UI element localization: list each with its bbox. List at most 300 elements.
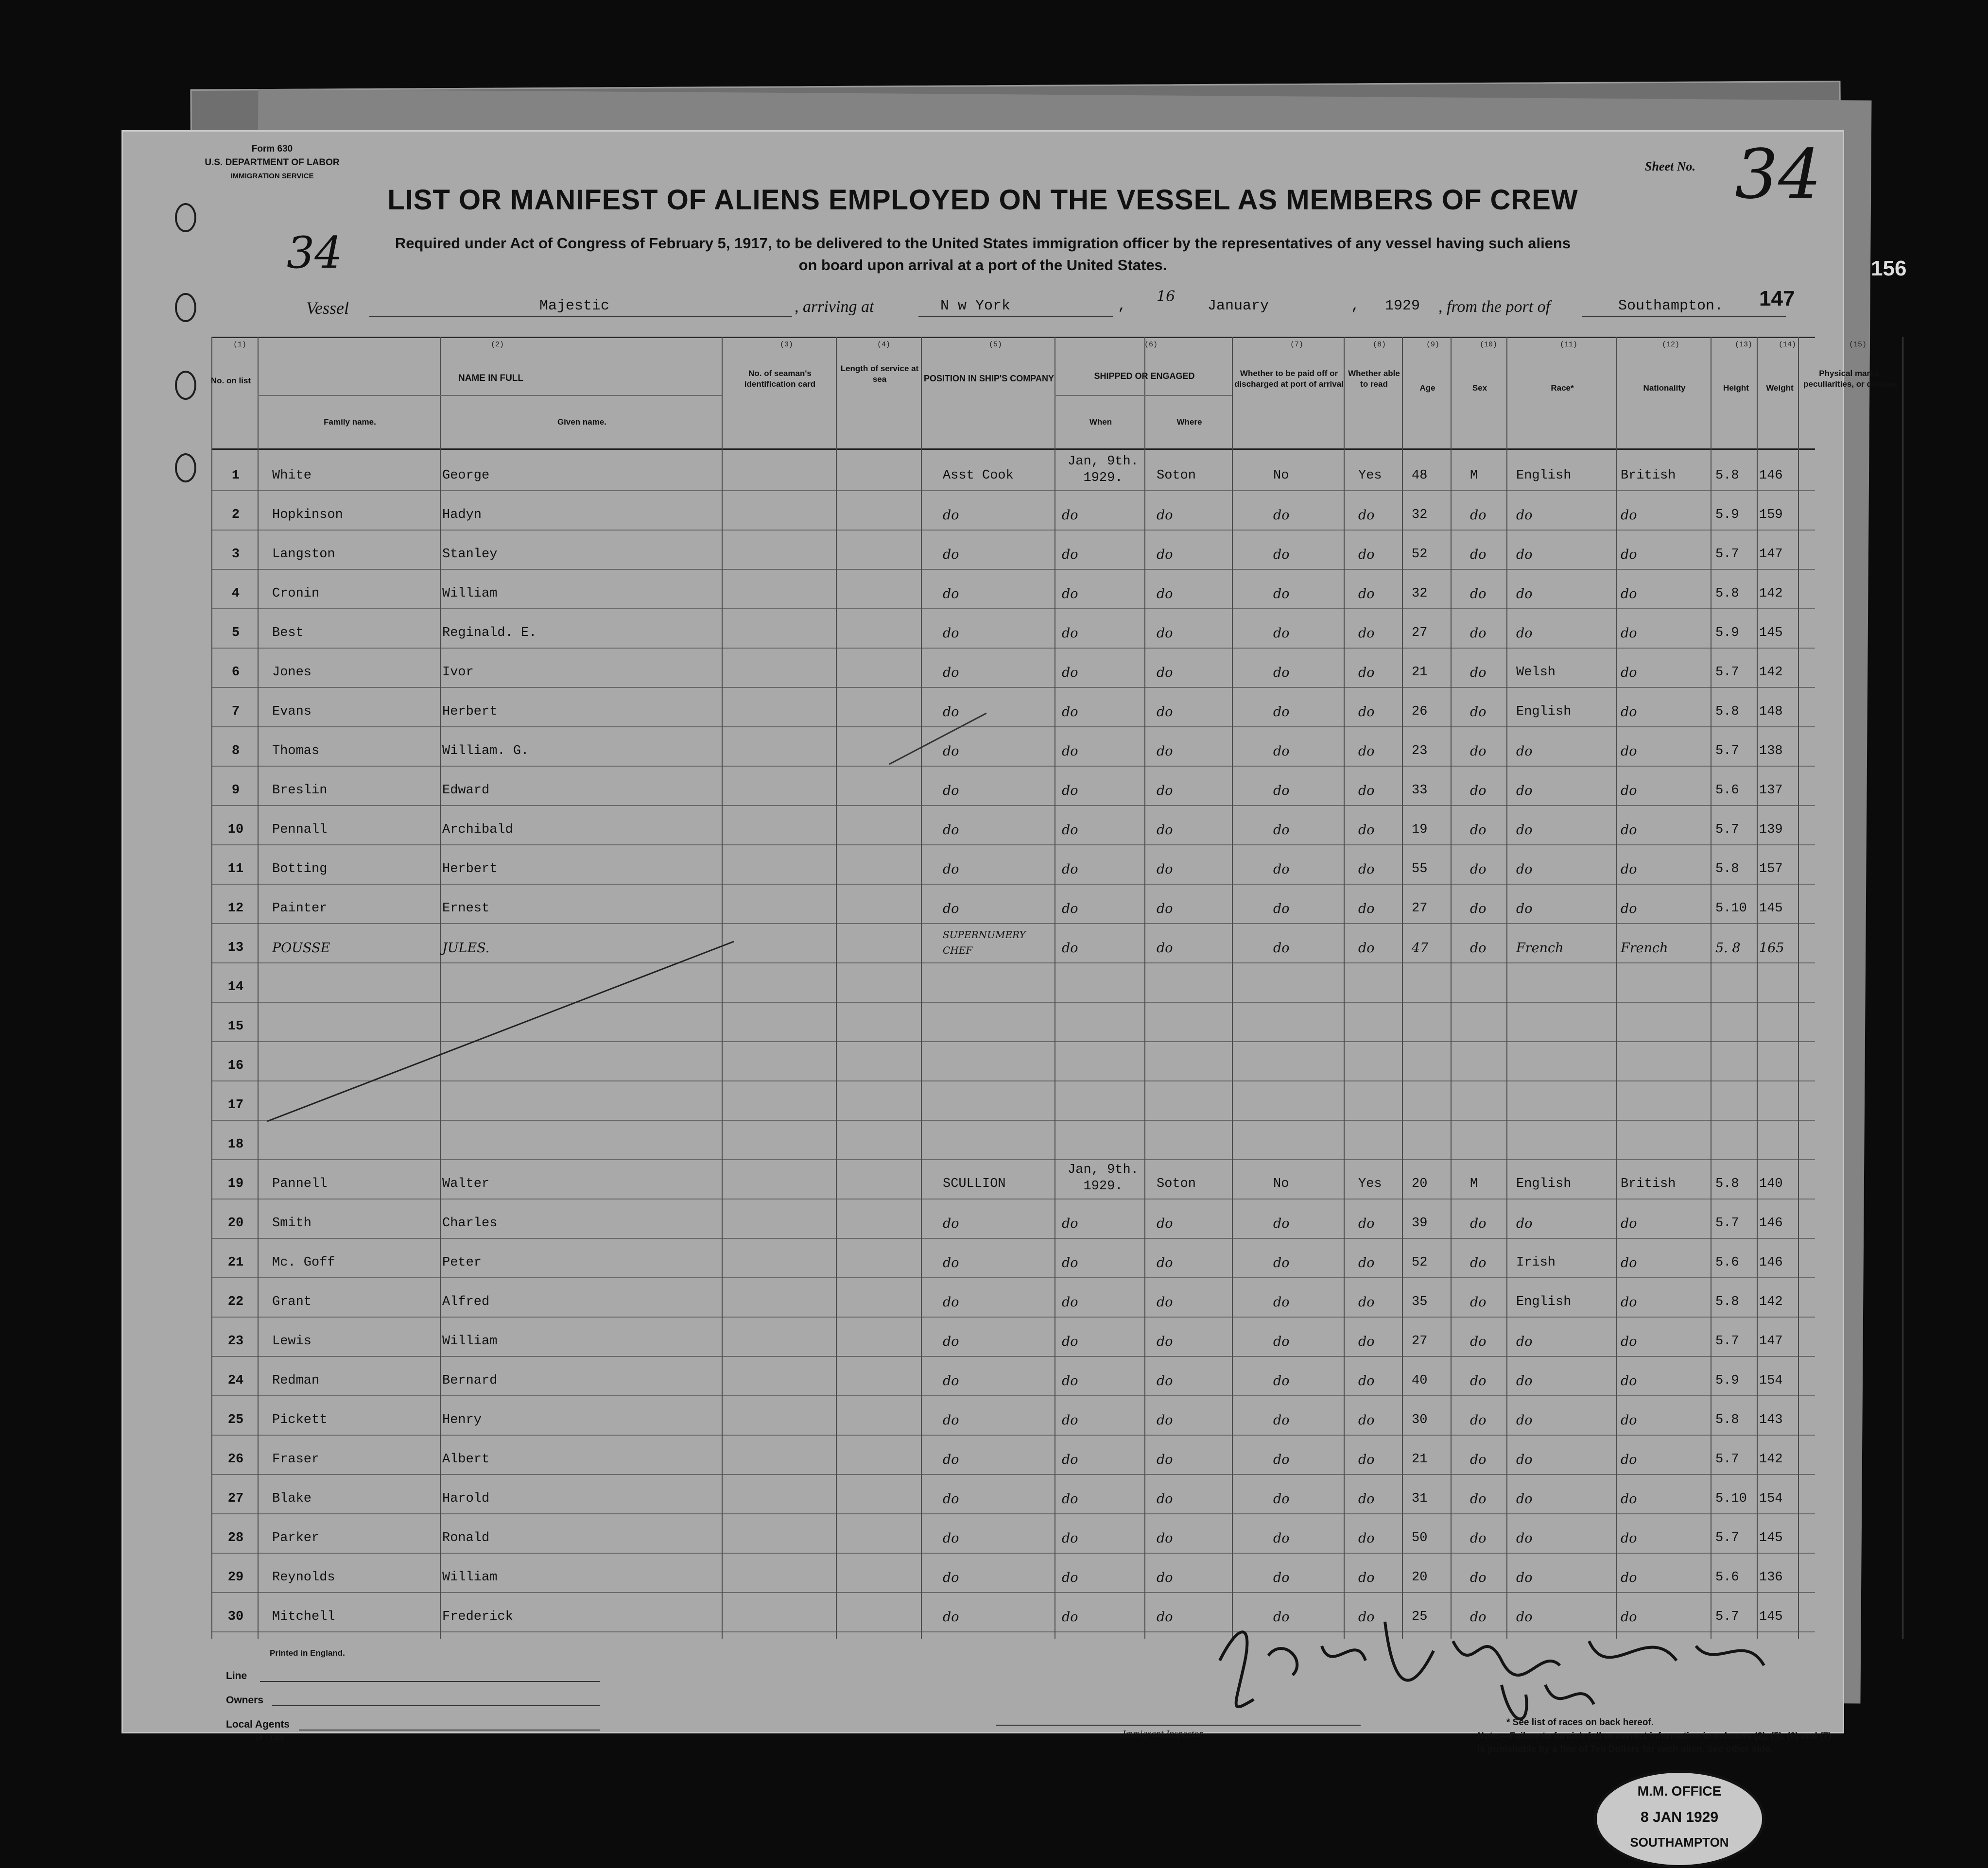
- header-given-name: Given name.: [557, 417, 607, 427]
- height: 5. 8: [1715, 941, 1741, 956]
- paid-off: do: [1273, 508, 1290, 523]
- arriving-port: N w York: [940, 298, 1011, 314]
- weight: 147: [1759, 547, 1783, 562]
- shipped-when: do: [1062, 744, 1078, 759]
- shipped-where: do: [1157, 626, 1173, 641]
- position: do: [943, 744, 959, 759]
- row-number: 26: [227, 1452, 244, 1467]
- shipped-when: do: [1062, 1334, 1078, 1349]
- age: 31: [1412, 1491, 1428, 1506]
- able-to-read: do: [1358, 1373, 1375, 1388]
- sex: do: [1470, 1610, 1487, 1625]
- position: do: [943, 1413, 959, 1428]
- sex: do: [1470, 704, 1487, 720]
- shipped-when: Jan, 9th. 1929.: [1068, 454, 1139, 485]
- nationality: do: [1621, 1452, 1637, 1467]
- family-name: Painter: [272, 901, 328, 916]
- height: 5.7: [1715, 665, 1739, 680]
- shipped-when: do: [1062, 1491, 1078, 1507]
- race: do: [1516, 1216, 1533, 1231]
- row-number: 16: [227, 1059, 244, 1073]
- race: Irish: [1516, 1255, 1556, 1270]
- able-to-read: do: [1358, 704, 1375, 720]
- nationality: do: [1621, 1491, 1637, 1507]
- manifest-subtitle-1: Required under Act of Congress of February 5, 1917, to be delivered to the United States immigration officer by the representatives of any vessel having such aliens: [395, 235, 1571, 252]
- age: 20: [1412, 1570, 1428, 1585]
- height: 5.10: [1715, 901, 1747, 916]
- shipped-where: do: [1157, 1373, 1173, 1388]
- race: English: [1516, 704, 1572, 719]
- sex: do: [1470, 1413, 1487, 1428]
- header-name-in-full: NAME IN FULL: [458, 373, 524, 383]
- shipped-when: do: [1062, 1531, 1078, 1546]
- signature: [1210, 1602, 1939, 1738]
- weight: 157: [1759, 862, 1783, 876]
- age: 50: [1412, 1531, 1428, 1545]
- arriving-label: , arriving at: [795, 298, 874, 316]
- sex: do: [1470, 665, 1487, 680]
- row-number: 22: [227, 1295, 244, 1309]
- footer-local-agents-label: Local Agents: [226, 1719, 290, 1730]
- nationality: do: [1621, 547, 1637, 562]
- nationality: do: [1621, 626, 1637, 641]
- age: 23: [1412, 744, 1428, 758]
- height: 5.8: [1715, 1295, 1739, 1309]
- penalty-note-1: Note.—Failure to furnish full or correct information in columns (2), (5), (6) and (7): [1477, 1731, 1832, 1741]
- age: 35: [1412, 1295, 1428, 1309]
- shipped-where: do: [1157, 941, 1173, 956]
- nationality: do: [1621, 823, 1637, 838]
- date-comma: ,: [1118, 298, 1127, 314]
- nationality: do: [1621, 1334, 1637, 1349]
- shipped-when: do: [1062, 586, 1078, 601]
- column-number: (2): [491, 341, 504, 349]
- able-to-read: do: [1358, 1531, 1375, 1546]
- footer-line-underline: [260, 1681, 600, 1682]
- given-name: Stanley: [442, 547, 498, 562]
- age: 27: [1412, 626, 1428, 640]
- position: SCULLION: [943, 1177, 1006, 1191]
- paid-off: do: [1273, 862, 1290, 877]
- given-name: Ronald: [442, 1531, 490, 1545]
- able-to-read: do: [1358, 744, 1375, 759]
- shipped-where: do: [1157, 1491, 1173, 1507]
- race: do: [1516, 626, 1533, 641]
- sex: do: [1470, 744, 1487, 759]
- shipped-where: do: [1157, 665, 1173, 680]
- shipped-where: do: [1157, 1413, 1173, 1428]
- able-to-read: do: [1358, 1610, 1375, 1625]
- race: English: [1516, 468, 1572, 483]
- family-name: Fraser: [272, 1452, 320, 1467]
- age: 27: [1412, 1334, 1428, 1349]
- row-number: 28: [227, 1531, 244, 1545]
- able-to-read: do: [1358, 941, 1375, 956]
- paid-off: do: [1273, 1570, 1290, 1585]
- weight: 154: [1759, 1491, 1783, 1506]
- family-name: Mitchell: [272, 1610, 335, 1624]
- row-number: 11: [227, 862, 244, 876]
- column-number: (5): [989, 341, 1003, 349]
- given-name: Albert: [442, 1452, 490, 1467]
- departure-port: Southampton.: [1618, 298, 1724, 314]
- nationality: French: [1621, 941, 1668, 956]
- form-number: Form 630: [251, 144, 293, 154]
- height: 5.10: [1715, 1491, 1747, 1506]
- able-to-read: do: [1358, 1570, 1375, 1585]
- position: do: [943, 1216, 959, 1231]
- header-shipped-or-engaged: SHIPPED OR ENGAGED: [1094, 371, 1195, 381]
- position: do: [943, 1373, 959, 1388]
- able-to-read: do: [1358, 1334, 1375, 1349]
- able-to-read: do: [1358, 1255, 1375, 1270]
- age: 52: [1412, 547, 1428, 562]
- given-name: Herbert: [442, 862, 498, 876]
- shipped-where: do: [1157, 547, 1173, 562]
- height: 5.6: [1715, 1255, 1739, 1270]
- signature-title-stroke: [1502, 1685, 1594, 1719]
- position: do: [943, 508, 959, 523]
- race: French: [1516, 941, 1564, 956]
- shipped-when: do: [1062, 508, 1078, 523]
- able-to-read: do: [1358, 1295, 1375, 1310]
- paid-off: No: [1273, 1177, 1289, 1191]
- height: 5.8: [1715, 586, 1739, 601]
- position: Asst Cook: [943, 468, 1014, 483]
- height: 5.7: [1715, 1334, 1739, 1349]
- sheet-number: 34: [1735, 135, 1822, 214]
- position: do: [943, 1610, 959, 1625]
- race: do: [1516, 862, 1533, 877]
- family-name: Lewis: [272, 1334, 312, 1349]
- shipped-where: do: [1157, 862, 1173, 877]
- stamp-date: 8 JAN 1929: [1640, 1809, 1719, 1825]
- column-number: (12): [1662, 341, 1680, 349]
- list-number: 147: [1759, 287, 1795, 310]
- header-paid-off: Whether to be paid off or discharged at port of arrival: [1234, 369, 1344, 389]
- nationality: do: [1621, 704, 1637, 720]
- row-number: 3: [231, 547, 240, 562]
- paid-off: do: [1273, 1610, 1290, 1625]
- able-to-read: do: [1358, 586, 1375, 601]
- row-number: 20: [227, 1216, 244, 1231]
- row-number: 5: [231, 626, 240, 640]
- nationality: do: [1621, 1413, 1637, 1428]
- sex: do: [1470, 901, 1487, 916]
- nationality: do: [1621, 744, 1637, 759]
- age: 26: [1412, 704, 1428, 719]
- shipped-when: do: [1062, 1295, 1078, 1310]
- shipped-when: do: [1062, 1216, 1078, 1231]
- given-name: William: [442, 1334, 498, 1349]
- family-name: Grant: [272, 1295, 312, 1309]
- family-name: Blake: [272, 1491, 312, 1506]
- race: do: [1516, 1334, 1533, 1349]
- vessel-label: Vessel: [306, 298, 349, 318]
- shipped-where: do: [1157, 1295, 1173, 1310]
- height: 5.9: [1715, 1373, 1739, 1388]
- weight: 142: [1759, 665, 1783, 680]
- paid-off: do: [1273, 547, 1290, 562]
- age: 20: [1412, 1177, 1428, 1191]
- shipped-when: do: [1062, 901, 1078, 916]
- header-family-name: Family name.: [324, 417, 376, 427]
- row-number: 23: [227, 1334, 244, 1349]
- shipped-where: do: [1157, 744, 1173, 759]
- header-length-of-service: Length of service at sea: [840, 364, 919, 384]
- weight: 137: [1759, 783, 1783, 798]
- row-number: 15: [227, 1019, 244, 1034]
- header-height: Height: [1723, 383, 1749, 393]
- header-when: When: [1089, 417, 1112, 427]
- given-name: Bernard: [442, 1373, 498, 1388]
- header-age: Age: [1419, 383, 1435, 393]
- sex: M: [1470, 1177, 1478, 1191]
- paid-off: do: [1273, 1216, 1290, 1231]
- family-name: White: [272, 468, 312, 483]
- position: SUPERNUMERY CHEF: [943, 929, 1026, 956]
- able-to-read: do: [1358, 1216, 1375, 1231]
- height: 5.7: [1715, 1452, 1739, 1467]
- sex: do: [1470, 1334, 1487, 1349]
- row-number: 2: [231, 508, 240, 522]
- adjacent-page-number: 156: [1871, 257, 1907, 280]
- able-to-read: do: [1358, 862, 1375, 877]
- weight: 146: [1759, 1216, 1783, 1231]
- height: 5.7: [1715, 1610, 1739, 1624]
- row-number: 29: [227, 1570, 244, 1585]
- header-position: POSITION IN SHIP'S COMPANY: [924, 374, 1054, 383]
- age: 30: [1412, 1413, 1428, 1427]
- age: 27: [1412, 901, 1428, 916]
- able-to-read: do: [1358, 508, 1375, 523]
- shipped-where: do: [1157, 1570, 1173, 1585]
- paid-off: do: [1273, 823, 1290, 838]
- position: do: [943, 901, 959, 916]
- shipped-where: do: [1157, 823, 1173, 838]
- family-name: Parker: [272, 1531, 320, 1545]
- given-name: Walter: [442, 1177, 490, 1191]
- header-able-to-read: Whether able to read: [1348, 369, 1400, 389]
- family-name: Reynolds: [272, 1570, 335, 1585]
- race-list-note: * See list of races on back hereof.: [1506, 1717, 1654, 1728]
- row-number: 7: [231, 704, 240, 719]
- race: do: [1516, 1452, 1533, 1467]
- shipped-where: Soton: [1157, 1177, 1196, 1191]
- position: do: [943, 1531, 959, 1546]
- column-number: (15): [1849, 341, 1867, 349]
- penalty-note-2: is punishable by a fine of Ten Dollars for each alien. See other side.: [1477, 1744, 1773, 1754]
- weight: 140: [1759, 1177, 1783, 1191]
- sex: do: [1470, 508, 1487, 523]
- header-weight: Weight: [1766, 383, 1794, 393]
- race: do: [1516, 1610, 1533, 1625]
- race: Welsh: [1516, 665, 1556, 680]
- nationality: do: [1621, 1531, 1637, 1546]
- nationality: do: [1621, 862, 1637, 877]
- position: do: [943, 547, 959, 562]
- shipped-where: do: [1157, 1216, 1173, 1231]
- shipped-when: do: [1062, 1570, 1078, 1585]
- able-to-read: Yes: [1358, 468, 1382, 483]
- row-number: 30: [227, 1610, 244, 1624]
- given-name: William: [442, 586, 498, 601]
- paid-off: do: [1273, 665, 1290, 680]
- header-race: Race*: [1551, 383, 1574, 393]
- family-name: Hopkinson: [272, 508, 343, 522]
- nationality: do: [1621, 1216, 1637, 1231]
- given-name: Edward: [442, 783, 490, 798]
- nationality: British: [1621, 468, 1676, 483]
- height: 5.7: [1715, 744, 1739, 758]
- shipped-when: do: [1062, 1255, 1078, 1270]
- header-physical-marks: Physical marks, peculiarities, or disease: [1803, 369, 1897, 389]
- height: 5.9: [1715, 508, 1739, 522]
- race: do: [1516, 783, 1533, 798]
- height: 5.7: [1715, 823, 1739, 837]
- shipped-where: do: [1157, 1610, 1173, 1625]
- able-to-read: do: [1358, 665, 1375, 680]
- cancel-line-empty-rows: [267, 942, 734, 1121]
- manifest-subtitle-2: on board upon arrival at a port of the United States.: [798, 257, 1167, 274]
- shipped-when: do: [1062, 783, 1078, 798]
- sex: do: [1470, 823, 1487, 838]
- paid-off: do: [1273, 783, 1290, 798]
- immigrant-inspector-label: Immigrant Inspector.: [1123, 1729, 1204, 1739]
- shipped-when: do: [1062, 941, 1078, 956]
- shipped-when: do: [1062, 704, 1078, 720]
- nationality: do: [1621, 1295, 1637, 1310]
- weight: 147: [1759, 1334, 1783, 1349]
- position: do: [943, 1295, 959, 1310]
- shipped-when: do: [1062, 862, 1078, 877]
- able-to-read: Yes: [1358, 1177, 1382, 1191]
- family-name: Pannell: [272, 1177, 328, 1191]
- race: do: [1516, 1373, 1533, 1388]
- position: do: [943, 783, 959, 798]
- row-number: 1: [231, 468, 240, 483]
- printed-in-england: Printed in England.: [270, 1648, 345, 1658]
- header-id-card: No. of seaman's identification card: [744, 369, 816, 389]
- nationality: do: [1621, 1373, 1637, 1388]
- weight: 142: [1759, 1295, 1783, 1309]
- age: 40: [1412, 1373, 1428, 1388]
- height: 5.7: [1715, 1216, 1739, 1231]
- weight: 146: [1759, 468, 1783, 483]
- height: 5.7: [1715, 547, 1739, 562]
- paid-off: do: [1273, 626, 1290, 641]
- position: do: [943, 1570, 959, 1585]
- family-name: Redman: [272, 1373, 320, 1388]
- position: do: [943, 1452, 959, 1467]
- nationality: do: [1621, 665, 1637, 680]
- shipped-where: do: [1157, 586, 1173, 601]
- row-number: 27: [227, 1491, 244, 1506]
- row-number: 8: [231, 744, 240, 758]
- weight: 145: [1759, 1531, 1783, 1545]
- sex: do: [1470, 1491, 1487, 1507]
- shipped-where: do: [1157, 1255, 1173, 1270]
- family-name: Cronin: [272, 586, 320, 601]
- height: 5.8: [1715, 1177, 1739, 1191]
- shipped-where: do: [1157, 1531, 1173, 1546]
- age: 52: [1412, 1255, 1428, 1270]
- column-number: (13): [1735, 341, 1753, 349]
- age: 21: [1412, 665, 1428, 680]
- age: 33: [1412, 783, 1428, 798]
- weight: 159: [1759, 508, 1783, 522]
- office-stamp: [1594, 1770, 1765, 1868]
- able-to-read: do: [1358, 1452, 1375, 1467]
- shipped-when: do: [1062, 626, 1078, 641]
- paid-off: do: [1273, 901, 1290, 916]
- column-number: (6): [1144, 341, 1158, 349]
- able-to-read: do: [1358, 783, 1375, 798]
- height: 5.6: [1715, 783, 1739, 798]
- shipped-when: do: [1062, 1610, 1078, 1625]
- position: do: [943, 1255, 959, 1270]
- column-number: (7): [1290, 341, 1304, 349]
- weight: 142: [1759, 1452, 1783, 1467]
- weight: 143: [1759, 1413, 1783, 1427]
- sex: do: [1470, 1570, 1487, 1585]
- row-number: 12: [227, 901, 244, 916]
- position: do: [943, 626, 959, 641]
- column-number: (10): [1480, 341, 1498, 349]
- shipped-where: Soton: [1157, 468, 1196, 483]
- stamp-place: SOUTHAMPTON: [1630, 1835, 1729, 1850]
- shipped-when: Jan, 9th. 1929.: [1068, 1163, 1139, 1194]
- column-rule: [1902, 337, 1903, 1639]
- nationality: do: [1621, 1570, 1637, 1585]
- paid-off: do: [1273, 586, 1290, 601]
- shipped-when: do: [1062, 1373, 1078, 1388]
- position: do: [943, 586, 959, 601]
- weight: 154: [1759, 1373, 1783, 1388]
- given-name: Frederick: [442, 1610, 513, 1624]
- date-comma: ,: [1351, 298, 1360, 314]
- paid-off: do: [1273, 1491, 1290, 1507]
- shipped-where: do: [1157, 508, 1173, 523]
- shipped-when: do: [1062, 1413, 1078, 1428]
- race: do: [1516, 823, 1533, 838]
- row-number: 17: [227, 1098, 244, 1113]
- given-name: Ivor: [442, 665, 474, 680]
- row-number: 18: [227, 1137, 244, 1152]
- given-name: Hadyn: [442, 508, 482, 522]
- arrival-day: 16: [1157, 288, 1176, 305]
- row-number: 19: [227, 1177, 244, 1191]
- position: do: [943, 1334, 959, 1349]
- column-number: (9): [1426, 341, 1440, 349]
- shipped-where: do: [1157, 1334, 1173, 1349]
- column-number: (4): [877, 341, 891, 349]
- nationality: do: [1621, 901, 1637, 916]
- family-name: Botting: [272, 862, 328, 876]
- race: do: [1516, 1570, 1533, 1585]
- signature-stroke: [1220, 1622, 1764, 1707]
- able-to-read: do: [1358, 1413, 1375, 1428]
- row-number: 24: [227, 1373, 244, 1388]
- paid-off: do: [1273, 941, 1290, 956]
- weight: 165: [1759, 941, 1784, 956]
- sex: do: [1470, 1373, 1487, 1388]
- age: 32: [1412, 508, 1428, 522]
- race: do: [1516, 744, 1533, 759]
- row-number: 10: [227, 823, 244, 837]
- shipped-where: do: [1157, 704, 1173, 720]
- family-name: Pennall: [272, 823, 328, 837]
